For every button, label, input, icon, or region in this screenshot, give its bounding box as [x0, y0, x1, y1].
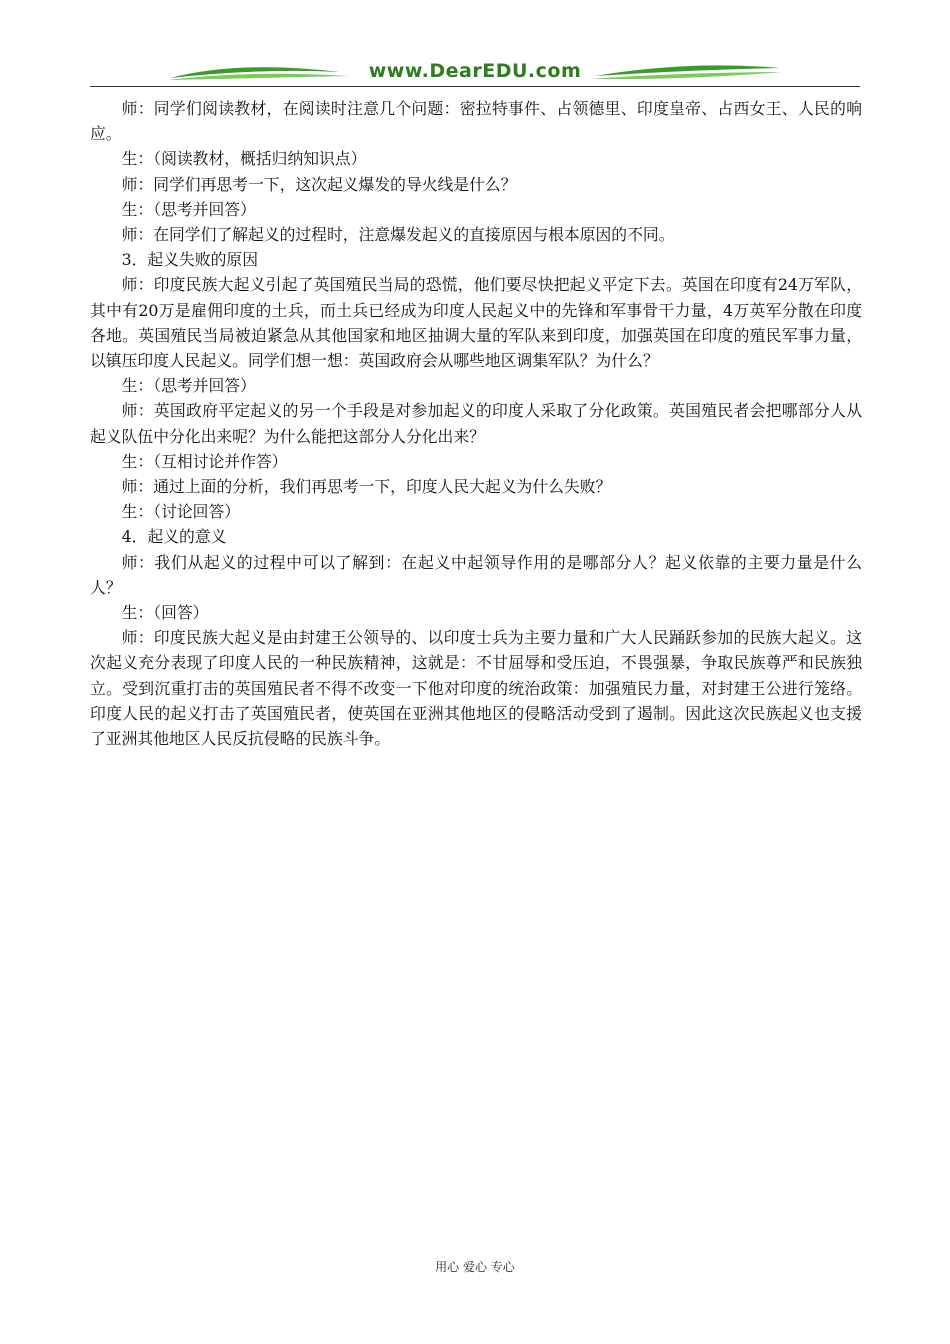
paragraph: 生：（思考并回答） — [121, 199, 256, 219]
paragraph: 师：我们从起义的过程中可以了解到：在起义中起领导作用的是哪部分人？起义依靠的主要力量是什么人？ — [90, 552, 862, 597]
paragraph: 师：印度民族大起义是由封建王公领导的、以印度士兵为主要力量和广大人民踊跃参加的民族大起义。这次起义充分表现了印度人民的一种民族精神，这就是：不甘屈辱和受压迫，不畏强暴，争取民族尊严和民族独立。受到沉重打击的英国殖民者不得不改变一下他对印度的统治政策：加强殖民力量，对封建王公进行笼络。印度人民的起义打击了英国殖民者，使英国在亚洲其他地区的侵略活动受到了遏制。因此这次民族起义也支援了亚洲其他地区人民反抗侵略的民族斗争。 — [90, 628, 862, 749]
paragraph: 师：同学们再思考一下，这次起义爆发的导火线是什么？ — [121, 174, 517, 194]
section-heading: 4．起义的意义 — [121, 527, 227, 547]
paragraph: 生：（讨论回答） — [121, 502, 241, 522]
site-logo-text[interactable]: www.DearEDU.com — [368, 60, 582, 82]
paragraph: 师：同学们阅读教材，在阅读时注意几个问题：密拉特事件、占领德里、印度皇帝、占西女王、人民的响应。 — [90, 99, 862, 144]
paragraph: 师：印度民族大起义引起了英国殖民当局的恐慌，他们要尽快把起义平定下去。英国在印度有24万军队，其中有20万是雇佣印度的土兵，而土兵已经成为印度人民起义中的先锋和军事骨干力量，4万英军分散在印度各地。英国殖民当局被迫紧急从其他国家和地区抽调大量的军队来到印度，加强英国在印度的殖民军事力量，以镇压印度人民起义。同学们想一想：英国政府会从哪些地区调集军队？为什么？ — [90, 275, 862, 371]
paragraph: 师：英国政府平定起义的另一个手段是对参加起义的印度人采取了分化政策。英国殖民者会把哪部分人从起义队伍中分化出来呢？为什么能把这部分人分化出来？ — [90, 401, 862, 446]
page-footer: 用心 爱心 专心 — [435, 1260, 515, 1274]
paragraph: 生：（回答） — [121, 603, 209, 623]
section-heading: 3．起义失败的原因 — [121, 250, 259, 270]
document-body — [90, 96, 862, 751]
header-divider — [90, 86, 860, 87]
paragraph: 师：通过上面的分析，我们再思考一下，印度人民大起义为什么失败？ — [121, 477, 612, 497]
paragraph: 生：（思考并回答） — [121, 376, 256, 396]
paragraph: 生：（阅读教材，概括归纳知识点） — [121, 149, 367, 169]
paragraph: 生：（互相讨论并作答） — [121, 451, 288, 471]
paragraph: 师：在同学们了解起义的过程时，注意爆发起义的直接原因与根本原因的不同。 — [121, 225, 675, 245]
